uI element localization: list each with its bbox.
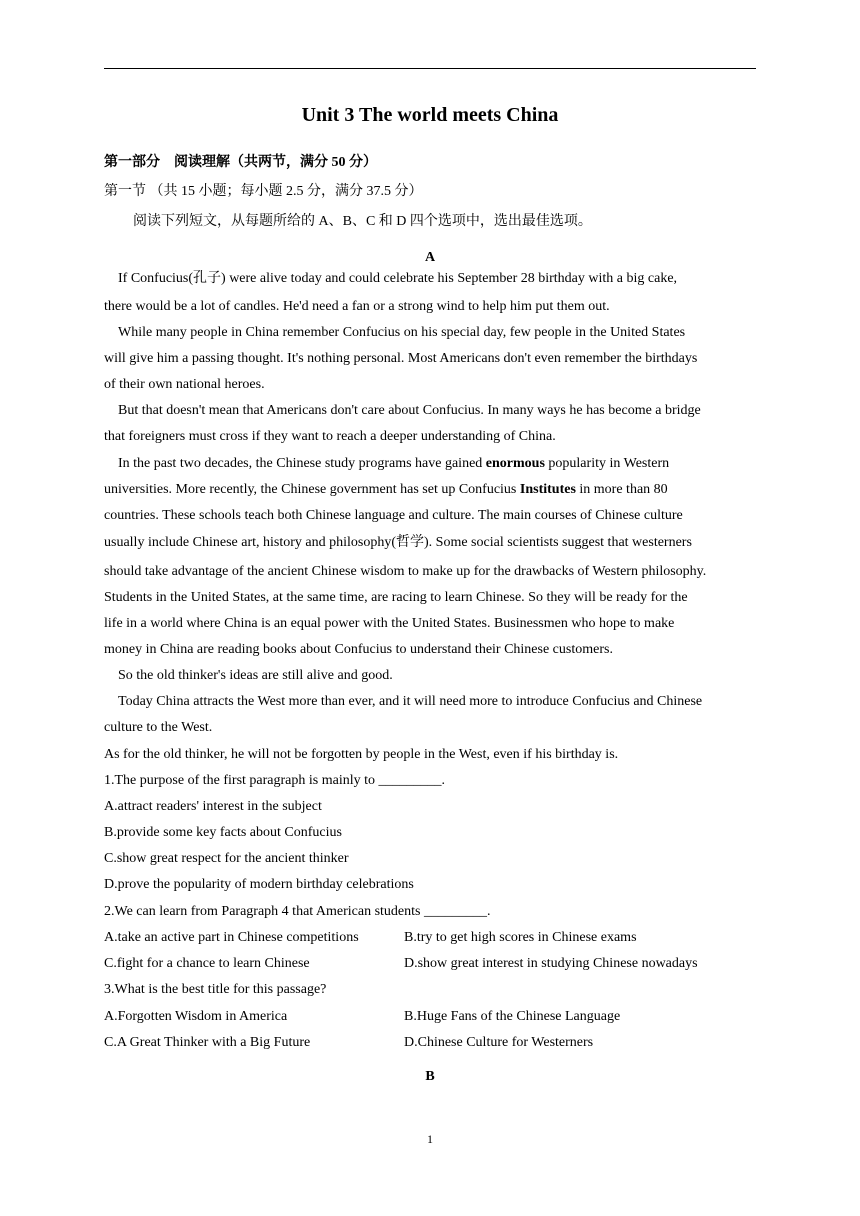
question-1-stem: 1.The purpose of the first paragraph is mainly to _________. <box>104 773 445 788</box>
question-2-option-d: D.show great interest in studying Chinese nowadays <box>404 956 698 971</box>
passage-line: should take advantage of the ancient Chinese wisdom to make up for the drawbacks of Western philosophy. <box>104 564 707 579</box>
passage-line: will give him a passing thought. It's nothing personal. Most Americans don't even remember the birthdays <box>104 351 698 366</box>
passage-line: If Confucius(孔子) were alive today and could celebrate his September 28 birthday with a big cake, <box>118 271 678 286</box>
instruction-text: 阅读下列短文，从每题所给的 A、B、C 和 D 四个选项中，选出最佳选项。 <box>133 214 592 229</box>
passage-text: in more than 80 <box>575 482 668 497</box>
passage-line <box>118 454 669 474</box>
passage-line: culture to the West. <box>104 720 213 735</box>
passage-line: there would be a lot of candles. He'd need a fan or a strong wind to help him put them out. <box>104 299 610 314</box>
question-1-option-c: C.show great respect for the ancient thinker <box>104 851 349 866</box>
question-2-option-a: A.take an active part in Chinese competitions <box>104 930 359 945</box>
passage-line: Today China attracts the West more than ever, and it will need more to introduce Confucius and Chinese <box>118 694 703 709</box>
question-1-option-b: B.provide some key facts about Confucius <box>104 825 342 840</box>
header-rule <box>104 68 756 69</box>
section-sub-heading: 第一节 （共 15 小题；每小题 2.5 分，满分 37.5 分） <box>104 184 423 199</box>
question-3-stem: 3.What is the best title for this passage? <box>104 982 327 997</box>
question-2-stem: 2.We can learn from Paragraph 4 that American students _________. <box>104 904 491 919</box>
passage-line: money in China are reading books about Confucius to understand their Chinese customers. <box>104 642 613 657</box>
passage-line: that foreigners must cross if they want to reach a deeper understanding of China. <box>104 429 556 444</box>
passage-text: popularity in Western <box>544 456 670 471</box>
question-2-option-b: B.try to get high scores in Chinese exams <box>404 930 637 945</box>
question-1-option-d: D.prove the popularity of modern birthday celebrations <box>104 877 414 892</box>
passage-line: So the old thinker's ideas are still alive and good. <box>118 668 393 683</box>
question-3-option-a: A.Forgotten Wisdom in America <box>104 1009 288 1024</box>
question-1-option-a: A.attract readers' interest in the subject <box>104 799 322 814</box>
question-3-option-d: D.Chinese Culture for Westerners <box>404 1035 594 1050</box>
passage-line: of their own national heroes. <box>104 377 265 392</box>
passage-bold-word: Institutes <box>519 482 576 497</box>
page-title: Unit 3 The world meets China <box>301 104 559 126</box>
passage-line: countries. These schools teach both Chinese language and culture. The main courses of Chinese culture <box>104 508 683 523</box>
passage-text: universities. More recently, the Chinese government has set up Confucius <box>104 482 520 497</box>
question-3-option-b: B.Huge Fans of the Chinese Language <box>404 1009 621 1024</box>
question-2-option-c: C.fight for a chance to learn Chinese <box>104 956 310 971</box>
passage-line: But that doesn't mean that Americans don't care about Confucius. In many ways he has become a bridge <box>118 403 701 418</box>
passage-text: In the past two decades, the Chinese study programs have gained <box>118 456 486 471</box>
passage-line: As for the old thinker, he will not be forgotten by people in the West, even if his birthday is. <box>104 747 619 762</box>
question-3-option-c: C.A Great Thinker with a Big Future <box>104 1035 311 1050</box>
section-part-heading: 第一部分 阅读理解（共两节，满分 50 分） <box>104 155 377 170</box>
passage-line: life in a world where China is an equal power with the United States. Businessmen who hope to make <box>104 616 675 631</box>
passage-line: usually include Chinese art, history and philosophy(哲学). Some social scientists suggest that westerners <box>104 535 692 550</box>
page-number: 1 <box>427 1132 433 1146</box>
passage-line: Students in the United States, at the same time, are racing to learn Chinese. So they will be ready for the <box>104 590 688 605</box>
passage-bold-word: enormous <box>485 456 545 471</box>
passage-b-label: B <box>425 1069 435 1084</box>
passage-line <box>104 480 668 500</box>
passage-a-label: A <box>424 250 436 265</box>
passage-line: While many people in China remember Confucius on his special day, few people in the United States <box>118 325 686 340</box>
